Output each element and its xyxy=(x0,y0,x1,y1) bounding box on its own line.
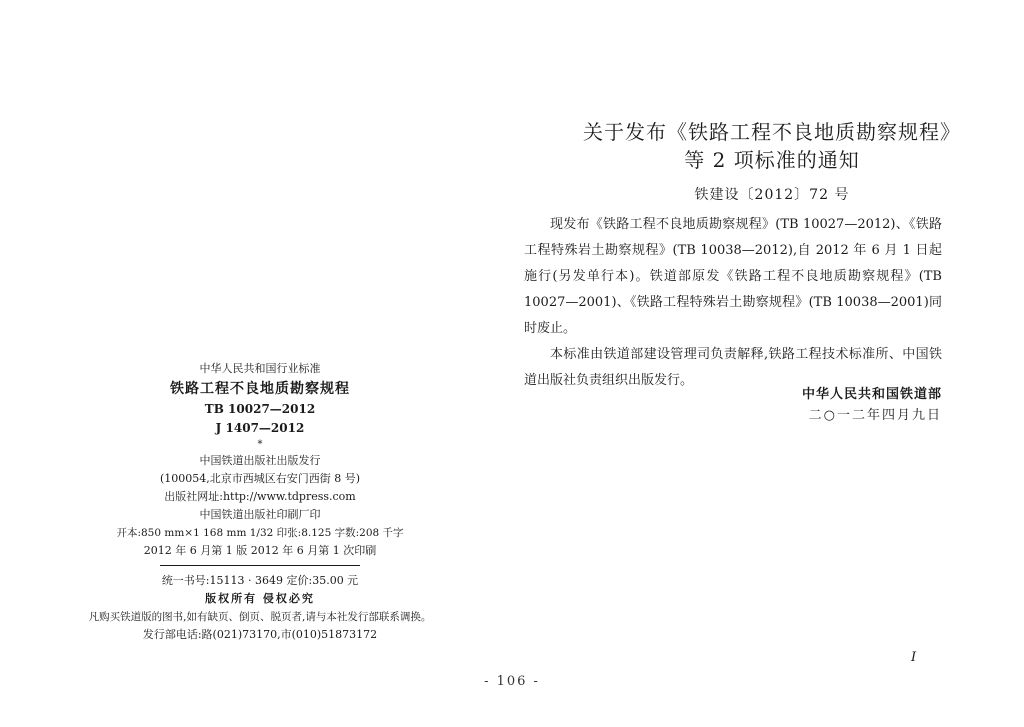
publisher-website: 出版社网址:http://www.tdpress.com xyxy=(164,490,356,503)
notice-title-line-1: 关于发布《铁路工程不良地质勘察规程》 xyxy=(583,120,961,144)
notice-title xyxy=(552,118,992,174)
issuer: 中华人民共和国铁道部 xyxy=(801,387,942,402)
copyright-block xyxy=(60,360,460,644)
format-info: 开本:850 mm×1 168 mm 1/32 印张:8.125 字数:208 千字 xyxy=(116,527,404,539)
notice-body xyxy=(524,212,942,394)
notice-paragraph-2: 本标准由铁道部建设管理司负责解释,铁路工程技术标准所、中国铁道出版社负责组织出版发行。 xyxy=(524,347,942,388)
publisher-address: (100054,北京市西城区右安门西街 8 号) xyxy=(159,472,361,485)
isbn-price: 统一书号:15113 · 3649 定价:35.00 元 xyxy=(161,574,359,587)
issue-date: 二○一二年四月九日 xyxy=(808,408,942,423)
right-page xyxy=(512,0,1024,727)
sales-phone: 发行部电话:路(021)73170,市(010)51873172 xyxy=(142,628,378,641)
registration-code: J 1407—2012 xyxy=(215,421,305,435)
divider-rule xyxy=(160,565,360,566)
notice-title-line-2: 等 2 项标准的通知 xyxy=(684,148,860,172)
printer: 中国铁道出版社印刷厂印 xyxy=(199,508,321,521)
publisher: 中国铁道出版社出版发行 xyxy=(199,454,321,467)
book-title: 铁路工程不良地质勘察规程 xyxy=(170,381,350,397)
replacement-notice: 凡购买铁道版的图书,如有缺页、倒页、脱页者,请与本社发行部联系调换。 xyxy=(88,611,432,623)
roman-page-number: I xyxy=(911,650,917,665)
edition-info: 2012 年 6 月第 1 版 2012 年 6 月第 1 次印刷 xyxy=(143,544,377,557)
rights-reserved: 版权所有 侵权必究 xyxy=(205,592,315,605)
standard-code: TB 10027—2012 xyxy=(204,402,316,416)
page-number: - 106 - xyxy=(484,674,540,689)
standard-type: 中华人民共和国行业标准 xyxy=(199,362,321,375)
notice-paragraph-1: 现发布《铁路工程不良地质勘察规程》(TB 10027—2012)、《铁路工程特殊岩土勘察规程》(TB 10038—2012),自 2012 年 6 月 1 日起施行(另发单行本)。铁道部原发《铁路工程不良地质勘察规程》(TB 10027—2001)、《铁路工程特殊岩土勘察规程》(TB 10038—2001)同时废止。 xyxy=(524,217,942,336)
separator-star: * xyxy=(257,439,263,450)
document-number: 铁建设〔2012〕72 号 xyxy=(694,187,850,203)
